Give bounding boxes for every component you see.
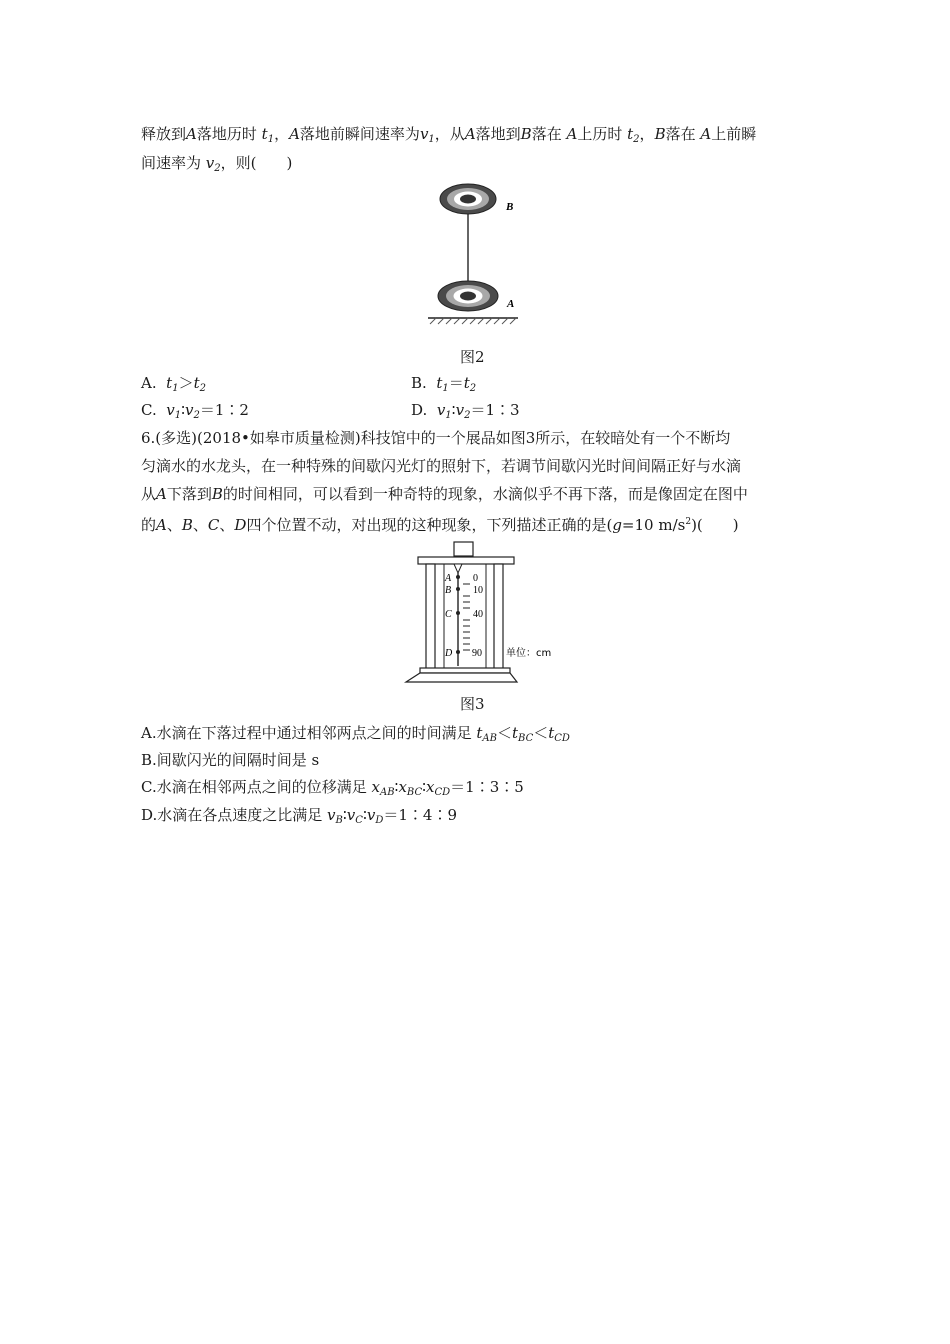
q6-option-c[interactable]: C.水滴在相邻两点之间的位移满足 $x_{AB}∶x_{BC}∶x_{CD}=1∶3∶5$: [141, 778, 524, 798]
faucet: [454, 542, 473, 556]
q6-stem-line-2: 匀滴水的水龙头，在一种特殊的间歇闪光灯的照射下，若调节间歇闪光时间间隔正好与水滴: [141, 457, 742, 475]
q5-option-c[interactable]: C. $v_1∶v_2=1∶2$: [141, 401, 249, 421]
nozzle: [454, 564, 462, 573]
drop-point-b: [456, 587, 460, 591]
figure-2-caption: 图2: [460, 348, 485, 366]
tick-label-10: 10: [473, 585, 483, 596]
disc-b: [440, 184, 496, 214]
q6-stem-line-4: 的A、B、C、D四个位置不动，对出现的这种现象，下列描述正确的是(g=10 $m/s^2$)( ): [141, 516, 739, 534]
left-outer-post: [426, 564, 435, 669]
q6-option-a[interactable]: A.水滴在下落过程中通过相邻两点之间的时间满足 $t_{AB}<t_{BC}<t_{CD}$: [141, 724, 570, 744]
base: [406, 668, 517, 682]
q6-stem-line-1: 6.(多选)(2018•如皋市质量检测)科技馆中的一个展品如图3所示，在较暗处有一个不断均: [141, 429, 731, 447]
unit-label: 单位：cm: [506, 648, 552, 659]
tick-label-0: 0: [473, 573, 478, 584]
q5-option-a[interactable]: A. $t_1>t_2$: [141, 374, 206, 394]
point-label-c: C: [445, 609, 452, 620]
label-a: A: [507, 298, 515, 310]
figure-3-diagram: [400, 540, 560, 685]
ground: [428, 318, 518, 324]
q5-stem-line-1: 释放到A落地历时 $t_1$，A落地前瞬间速率为$v_1$，从A落地到B落在 A上历时 $t_2$，B落在 A上前瞬: [141, 125, 757, 145]
disc-a: [438, 281, 498, 311]
q5-option-b[interactable]: B. $t_1=t_2$: [411, 374, 477, 394]
label-b: B: [506, 201, 514, 213]
q6-option-b[interactable]: B.间歇闪光的间隔时间是 s: [141, 751, 320, 769]
figure-2-diagram: [420, 182, 530, 327]
point-label-d: D: [445, 648, 453, 659]
tick-label-90: 90: [472, 648, 482, 659]
scale-ticks: [463, 584, 470, 644]
drop-point-d: [456, 650, 460, 654]
point-label-a: A: [445, 573, 452, 584]
figure-3-caption: 图3: [460, 695, 485, 713]
drop-point-c: [456, 611, 460, 615]
q5-stem-line-2: 间速率为 $v_2$，则( ): [141, 154, 293, 174]
q6-option-d[interactable]: D.水滴在各点速度之比满足 $v_B∶v_C∶v_D=1∶4∶9$: [141, 806, 457, 826]
q5-option-d[interactable]: D. $v_1∶v_2=1∶3$: [411, 401, 520, 421]
point-label-b: B: [445, 585, 452, 596]
q6-stem-line-3: 从A下落到B的时间相同，可以看到一种奇特的现象，水滴似乎不再下落，而是像固定在图中: [141, 485, 748, 503]
tick-label-40: 40: [473, 609, 483, 620]
drop-point-a: [456, 575, 460, 579]
right-outer-post: [494, 564, 503, 669]
top-beam: [418, 557, 514, 564]
